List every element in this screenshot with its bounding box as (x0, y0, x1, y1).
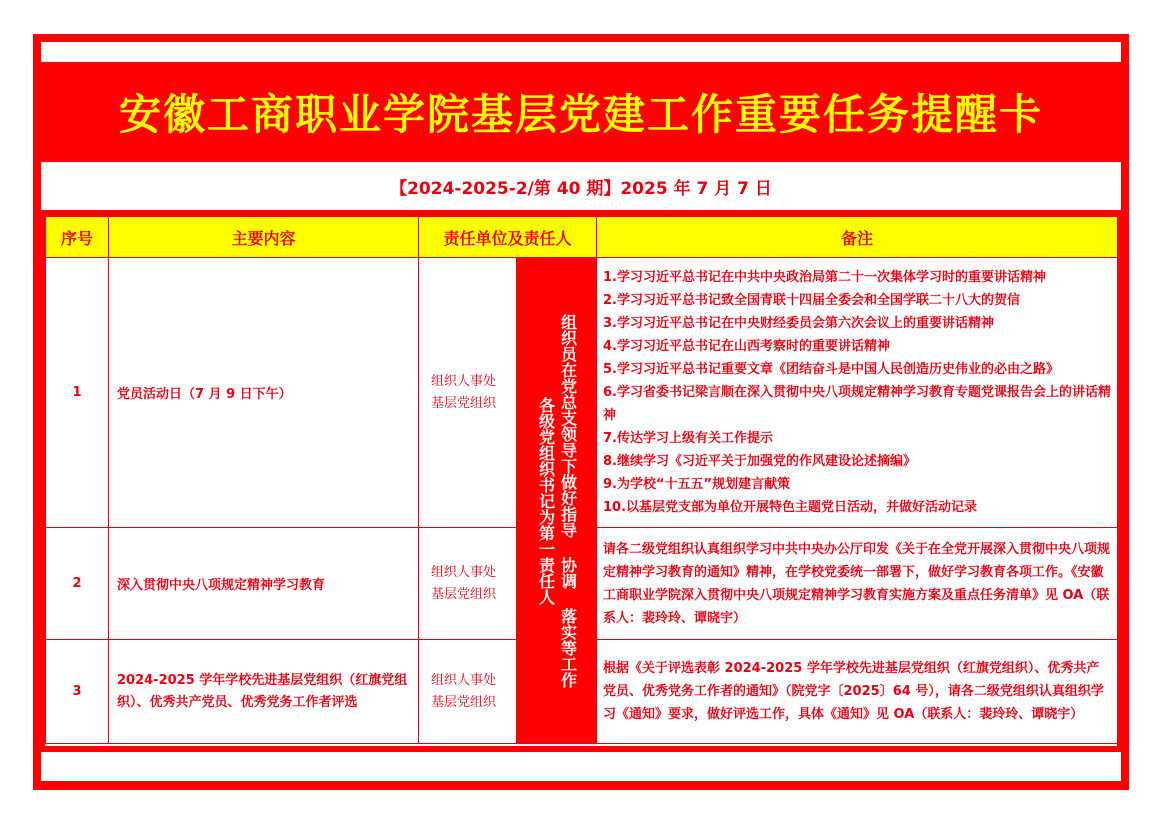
remark-item: 6.学习省委书记梁言顺在深入贯彻中央八项规定精神学习教育专题党课报告会上的讲话精神 (603, 385, 1112, 423)
row-num: 3 (46, 640, 109, 744)
row-unit (419, 258, 517, 528)
remark-item: 10.以基层党支部为单位开展特色主题党日活动，并做好活动记录 (603, 500, 978, 515)
remark-item: 3.学习习近平总书记在中央财经委员会第六次会议上的重要讲话精神 (603, 316, 994, 331)
bottom-strip (41, 752, 1121, 781)
remark-item: 4.学习习近平总书记在山西考察时的重要讲话精神 (603, 339, 890, 354)
row-remark (597, 258, 1118, 528)
row-num: 2 (46, 528, 109, 640)
row-unit (419, 640, 517, 744)
remark-item: 2.学习习近平总书记致全国青联十四届全委会和全国学联二十八大的贺信 (603, 293, 1020, 308)
remark-item: 8.继续学习《习近平关于加强党的作风建设论述摘编》 (603, 454, 916, 469)
task-table-wrap (45, 216, 1117, 746)
card-title: 安徽工商职业学院基层党建工作重要任务提醒卡 (118, 90, 1043, 139)
unit-line: 组织人事处 (431, 564, 497, 580)
task-table (45, 216, 1118, 744)
row-content: 党员活动日（7 月 9 日下午） (109, 258, 419, 528)
row-unit (419, 528, 517, 640)
remark-item: 9.为学校“十五五”规划建言献策 (603, 477, 791, 492)
table-row (46, 258, 1118, 528)
header-remark: 备注 (597, 217, 1118, 258)
remark-item: 7.传达学习上级有关工作提示 (603, 431, 773, 446)
header-content: 主要内容 (109, 217, 419, 258)
vertical-line-2: 各级党组织书记为第一责任人 (536, 396, 556, 605)
unit-line: 基层党组织 (431, 395, 497, 411)
row-content: 深入贯彻中央八项规定精神学习教育 (109, 528, 419, 640)
row-remark: 请各二级党组织认真组织学习中共中央办公厅印发《关于在全党开展深入贯彻中央八项规定精神学习教育的通知》精神，在学校党委统一部署下，做好学习教育各项工作。《安徽工商职业学院深入贯彻中央八项规定精神学习教育实施方案及重点任务清单》见 OA（联系人：裴玲玲、谭晓宇） (597, 528, 1118, 640)
table-header-row (46, 217, 1118, 258)
top-strip (41, 42, 1121, 62)
responsibility-vertical (517, 258, 597, 744)
unit-line: 基层党组织 (431, 586, 497, 602)
row-remark: 根据《关于评选表彰 2024-2025 学年学校先进基层党组织（红旗党组织）、优秀共产党员、优秀党务工作者的通知》（院党字〔2025〕64 号），请各二级党组织认真组织学习《通知》要求，做好评选工作，具体《通知》见 OA（联系人：裴玲玲、谭晓宇） (597, 640, 1118, 744)
issue-date: 【2024-2025-2/第 40 期】2025 年 7 月 7 日 (41, 162, 1121, 210)
unit-line: 组织人事处 (431, 373, 497, 389)
unit-line: 基层党组织 (431, 694, 497, 710)
header-unit: 责任单位及责任人 (419, 217, 597, 258)
remark-item: 5.学习习近平总书记重要文章《团结奋斗是中国人民创造历史伟业的必由之路》 (603, 362, 1060, 377)
header-num: 序号 (46, 217, 109, 258)
vertical-line-1: 组织员在党总支领导下做好指导 协调 落实等工作 (558, 313, 578, 688)
unit-line: 组织人事处 (431, 672, 497, 688)
remark-item: 1.学习习近平总书记在中共中央政治局第二十一次集体学习时的重要讲话精神 (603, 270, 1046, 285)
row-content: 2024-2025 学年学校先进基层党组织（红旗党组织）、优秀共产党员、优秀党务工作者评选 (109, 640, 419, 744)
row-num: 1 (46, 258, 109, 528)
